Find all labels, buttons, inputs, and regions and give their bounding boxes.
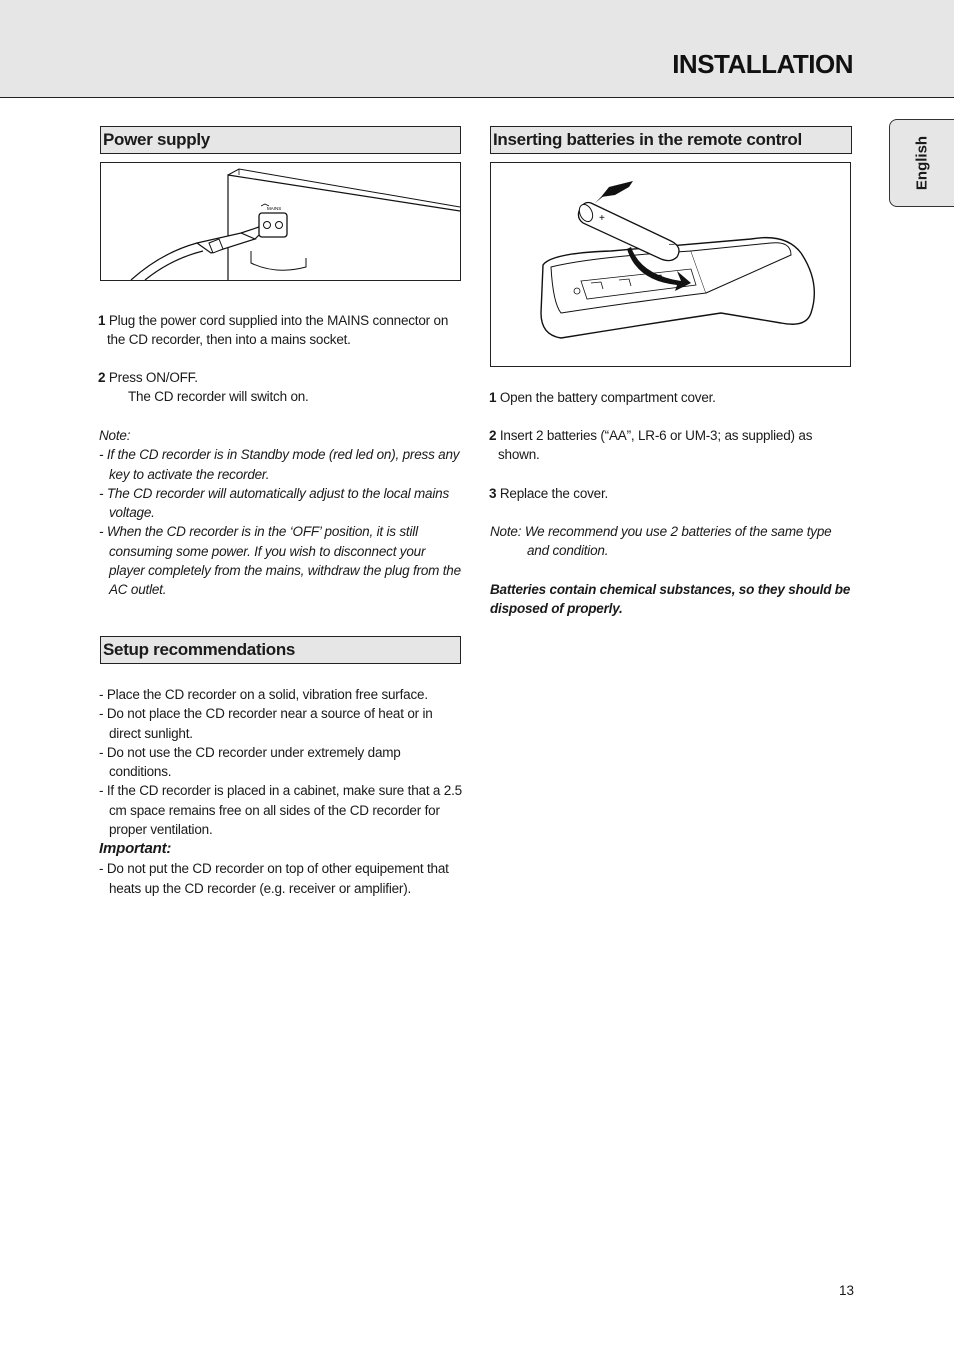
- setup-heading: Setup recommendations: [100, 636, 461, 664]
- power-step-2: 2 Press ON/OFF.: [98, 370, 198, 385]
- battery-step-3: 3 Replace the cover.: [489, 486, 609, 501]
- page-number: 13: [839, 1283, 855, 1298]
- battery-note: Note: We recommend you use 2 batteries of the same type and condition.: [490, 524, 832, 559]
- page-title: INSTALLATION: [672, 49, 853, 79]
- remote-battery-illustration: [490, 162, 851, 367]
- setup-item: - Place the CD recorder on a solid, vibration free surface.: [99, 687, 428, 702]
- battery-step-2: 2 Insert 2 batteries (“AA”, LR-6 or UM-3; as supplied) as shown.: [489, 428, 813, 463]
- language-tab: [889, 119, 954, 207]
- power-steps: [98, 311, 463, 350]
- batteries-heading: Inserting batteries in the remote control: [490, 126, 852, 154]
- remote-control-drawing: [491, 163, 850, 366]
- battery-warning: Batteries contain chemical substances, so they should be disposed of properly.: [490, 582, 851, 617]
- setup-item: - Do not use the CD recorder under extremely damp conditions.: [99, 744, 401, 780]
- power-note-item: - When the CD recorder is in the ‘OFF’ position, it is still consuming some power. If you wish to disconnect your player completely from the mains, withdraw the plug from the AC outlet.: [99, 524, 461, 598]
- power-step-2-result: The CD recorder will switch on.: [128, 389, 309, 405]
- setup-item: - Do not place the CD recorder near a source of heat or in direct sunlight.: [99, 706, 433, 741]
- setup-item: - If the CD recorder is placed in a cabinet, make sure that a 2.5 cm space remains free on all sides of the CD recorder for proper ventilation.: [99, 783, 462, 838]
- svg-text:+: +: [599, 213, 605, 224]
- power-step-1: 1 Plug the power cord supplied into the MAINS connector on the CD recorder, then into a mains socket.: [98, 313, 449, 348]
- important-label: Important:: [99, 840, 172, 858]
- power-note-item: - If the CD recorder is in Standby mode (red led on), press any key to activate the recorder.: [99, 447, 460, 482]
- mains-connector-label: MAINS: [267, 206, 282, 211]
- power-cord-illustration: [100, 162, 461, 281]
- power-supply-heading: Power supply: [100, 126, 461, 154]
- power-note-label: Note:: [99, 428, 131, 443]
- power-connection-drawing: [101, 163, 460, 280]
- battery-step-1: 1 Open the battery compartment cover.: [489, 390, 716, 405]
- svg-text:–: –: [669, 239, 675, 250]
- power-notes: [99, 426, 462, 600]
- power-note-item: - The CD recorder will automatically adjust to the local mains voltage.: [99, 485, 450, 521]
- important-item: - Do not put the CD recorder on top of other equipement that heats up the CD recorder (e.g. receiver or amplifier).: [99, 861, 449, 896]
- language-tab-label: English: [913, 135, 931, 191]
- power-step-2-block: [98, 368, 463, 407]
- setup-list: [99, 685, 462, 898]
